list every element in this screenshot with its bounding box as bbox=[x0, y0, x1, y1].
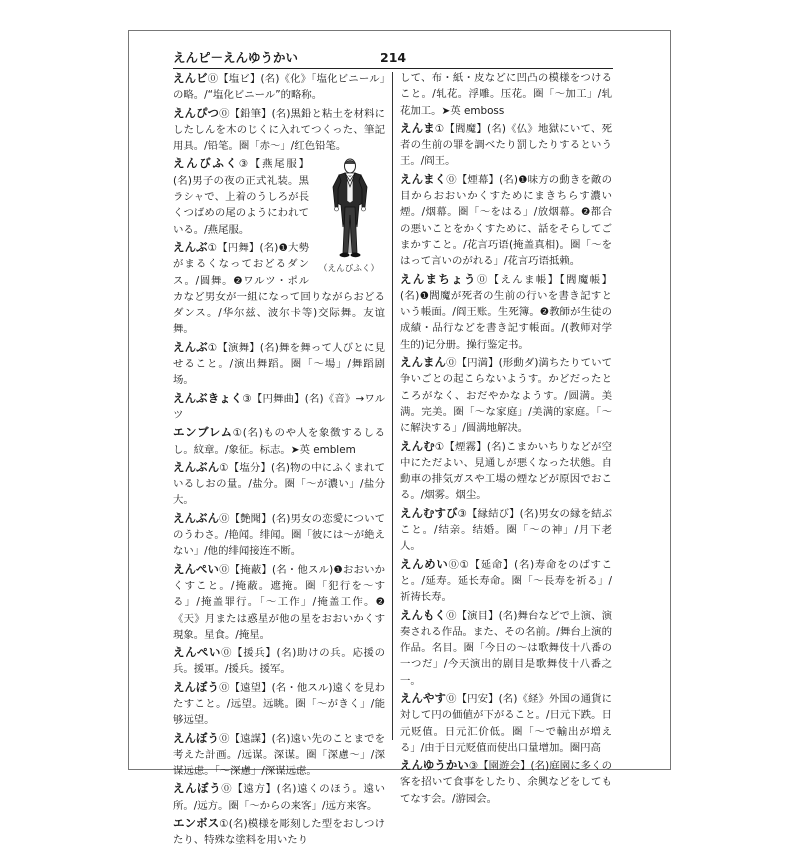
dictionary-entry bbox=[400, 271, 612, 353]
entry-definition: ③【燕尾服】(名)男子の夜の正式礼装。黒ラシャで、上着のうしろが長くつばめの尾のようにわれている。/燕尾服。 bbox=[173, 158, 309, 236]
dictionary-entry bbox=[400, 438, 612, 504]
entry-definition: ③【園遊会】(名)庭園に多くの客を招いて食事をしたり、余興などをしてもてなす会。/游园会。 bbox=[400, 760, 612, 805]
entry-headword: えんまちょう bbox=[400, 271, 477, 286]
entry-definition: ③【縁結び】(名)男女の縁を結ぶこと。/结亲。结婚。圏「～の神」/月下老人。 bbox=[400, 507, 612, 553]
entry-headword: えんビ bbox=[173, 71, 208, 85]
entry-headword: えんむすび bbox=[400, 505, 458, 520]
entry-headword: えんぶきょく bbox=[173, 390, 243, 405]
dictionary-entry bbox=[400, 607, 612, 689]
entry-definition: ①(名)ものや人を象徴するしるし。紋章。/象征。标志。➤英 emblem bbox=[173, 427, 385, 456]
entry-headword: えんめい bbox=[400, 556, 449, 571]
entry-definition: ⓪【塩ビ】(名)《化》「塩化ビニール」の略。/“塩化ビニール”的略称。 bbox=[173, 73, 385, 102]
entry-headword: エンブレム bbox=[173, 425, 233, 440]
dictionary-entry bbox=[173, 424, 385, 458]
tailcoat-figure bbox=[313, 157, 385, 275]
entry-headword: えんぼう bbox=[173, 781, 222, 796]
entry-definition: ⓪【援兵】(名)助けの兵。応援の兵。援軍。/援兵。援军。 bbox=[173, 647, 385, 676]
entry-headword: えんま bbox=[400, 120, 435, 135]
dictionary-entry bbox=[400, 690, 612, 756]
page-header bbox=[173, 50, 613, 69]
entry-definition: ①(名)模様を彫刻した型をおしつけたり、特殊な塗料を用いたり bbox=[173, 818, 385, 847]
entry-definition: ⓪【えんま帳】【閻魔帳】(名)❶閻魔が死者の生前の行いを書き記すという帳面。/阎王账。生死簿。❷教師が生徒の成績・品行などを書き記す帳面。/(教师对学生的)记分册。操行鉴定书。 bbox=[400, 273, 612, 351]
dictionary-entry bbox=[173, 730, 385, 780]
entry-headword: えんぼう bbox=[173, 730, 220, 745]
dictionary-entry bbox=[400, 120, 612, 170]
page-number: 214 bbox=[380, 50, 407, 65]
entry-definition: ⓪【鉛筆】(名)黒鉛と粘土を材料にしたしんを木のじくに入れてつくった、筆記用具。/铅笔。圏「赤～」/红色铅笔。 bbox=[173, 107, 385, 153]
entry-headword: えんぶ bbox=[173, 239, 208, 254]
dictionary-entry bbox=[173, 339, 385, 389]
entry-headword: えんまん bbox=[400, 355, 447, 370]
entry-headword: えんゆうかい bbox=[400, 758, 469, 773]
entry-definition: ⓪【掩蔽】(名・他スル)❶おおいかくすこと。/掩蔽。遮掩。圏「犯行を～する」/掩盖罪行。「～工作」/掩盖工作。❷《天》月または惑星が他の星をおおいかくす現象。星食。/掩星。 bbox=[173, 563, 385, 641]
dictionary-entry bbox=[173, 390, 385, 424]
dictionary-entry bbox=[173, 780, 385, 814]
entry-definition: して、布・紙・皮などに凹凸の模様をつけること。/轧花。浮雕。压花。圏「～加工」/轧花加工。➤英 emboss bbox=[400, 72, 612, 117]
entry-headword: えんぶん bbox=[173, 510, 220, 525]
left-column bbox=[173, 70, 385, 847]
dictionary-entry bbox=[173, 459, 385, 509]
entry-definition: ⓪【円安】(名)《経》外国の通貨に対して円の価値が下がること。/日元下跌。日元贬值。日元汇价低。圏「～で輸出が増える」/由于日元贬值而使出口量增加。圏円高 bbox=[400, 692, 612, 754]
entry-headword: えんぺい bbox=[173, 645, 222, 660]
figure-caption: （えんびふく） bbox=[318, 264, 380, 275]
dictionary-entry bbox=[400, 556, 612, 606]
entry-definition: ⓪①【延命】(名)寿命をのばすこと。/延寿。延长寿命。圏「～長寿を祈る」/祈祷长寿。 bbox=[400, 558, 612, 604]
entry-headword: えんぶ bbox=[173, 339, 208, 354]
entry-definition: ⓪【遠望】(名・他スル)遠くを見わたすこと。/远望。远眺。圏「～がきく」/能够远望。 bbox=[173, 681, 385, 727]
dictionary-entry bbox=[400, 70, 612, 119]
dictionary-entry bbox=[173, 105, 385, 155]
dictionary-entry bbox=[173, 644, 385, 678]
entry-headword: えんもく bbox=[400, 607, 447, 622]
dictionary-entry bbox=[173, 510, 385, 560]
entry-headword: えんまく bbox=[400, 171, 447, 186]
entry-headword: えんぺい bbox=[173, 561, 220, 576]
dictionary-entry bbox=[173, 679, 385, 729]
dictionary-entry bbox=[173, 561, 385, 643]
entry-headword: えんぴつ bbox=[173, 105, 220, 120]
entry-definition: ⓪【煙幕】(名)❶味方の動きを敵の目からおおいかくすためにまきちらす濃い煙。/烟幕。圏「～をはる」/放烟幕。❷都合の悪いことをかくすために、話をそらしてごまかすこと。/花言巧语(掩盖真相)。圏「～をはって言いのがれる」/花言巧语抵赖。 bbox=[400, 173, 612, 268]
entry-definition: ⓪【艶聞】(名)男女の恋愛についてのうわさ。/艳闻。绯闻。圏「彼には～が絶えない」/他的绯闻接连不断。 bbox=[173, 512, 385, 558]
entry-headword: えんむ bbox=[400, 438, 435, 453]
column-divider bbox=[392, 72, 393, 740]
man-in-tailcoat-icon bbox=[321, 157, 379, 261]
dictionary-entry bbox=[173, 70, 385, 104]
entry-definition: ⓪【円満】(形動ダ)満ちたりていて争いごとの起こらないようす。かどだったところがなく、おだやかなようす。/圆满。美满。完美。圏「～な家庭」/美满的家庭。「～に解決する」/圆满地解决。 bbox=[400, 357, 612, 435]
entry-definition: ①【演舞】(名)舞を舞って人びとに見せること。/演出舞蹈。圏「～場」/舞蹈剧场。 bbox=[173, 341, 385, 387]
dictionary-entry bbox=[400, 505, 612, 555]
entry-definition: ③【円舞曲】(名)《音》→ワルツ bbox=[173, 392, 385, 421]
entry-definition: ①【円舞】(名)❶大勢がまるくなっておどるダンス。/圆舞。❷ワルツ・ポルカなど男女が一組になって回りながらおどるダンス。/华尔兹、波尔卡等)交际舞。友谊舞。 bbox=[173, 241, 385, 336]
entry-definition: ⓪【演目】(名)舞台などで上演、演奏される作品。また、その名前。/舞台上演的作品。名目。圏「今日の～は歌舞伎十八番の一つだ」/今天演出的剧目是歌舞伎十八番之一。 bbox=[400, 609, 612, 687]
entry-headword: えんぶん bbox=[173, 459, 220, 474]
running-head: えんピ－えんゆうかい bbox=[173, 50, 299, 65]
entry-definition: ⓪【遠謀】(名)遠い先のことまでを考えた計画。/远谋。深谋。圏「深慮～」/深谋远虑。「～深慮」/深谋远虑。 bbox=[173, 732, 385, 778]
entry-headword: えんびふく bbox=[173, 156, 239, 171]
right-column bbox=[400, 70, 612, 805]
entry-headword: えんやす bbox=[400, 690, 447, 705]
entry-headword: エンボス bbox=[173, 816, 220, 831]
entry-headword: えんぼう bbox=[173, 679, 220, 694]
entry-definition: ⓪【遠方】(名)遠くのほう。遠い所。/远方。圏「～からの来客」/远方来客。 bbox=[173, 783, 385, 812]
dictionary-entry bbox=[400, 757, 612, 807]
dictionary-entry bbox=[173, 815, 385, 849]
entry-definition: ①【塩分】(名)物の中にふくまれているしおの量。/盐分。圏「～が濃い」/盐分大。 bbox=[173, 461, 385, 507]
dictionary-entry bbox=[400, 171, 612, 270]
dictionary-entry bbox=[400, 354, 612, 436]
entry-definition: ①【煙霧】(名)こまかいちりなどが空中にただよい、見通しが悪くなった状態。自動車の排気ガスや工場の煙などが原因でおこる。/烟雾。烟尘。 bbox=[400, 440, 612, 502]
entry-definition: ①【閻魔】(名)《仏》地獄にいて、死者の生前の罪を調べたり罰したりするという王。/阎王。 bbox=[400, 122, 612, 168]
